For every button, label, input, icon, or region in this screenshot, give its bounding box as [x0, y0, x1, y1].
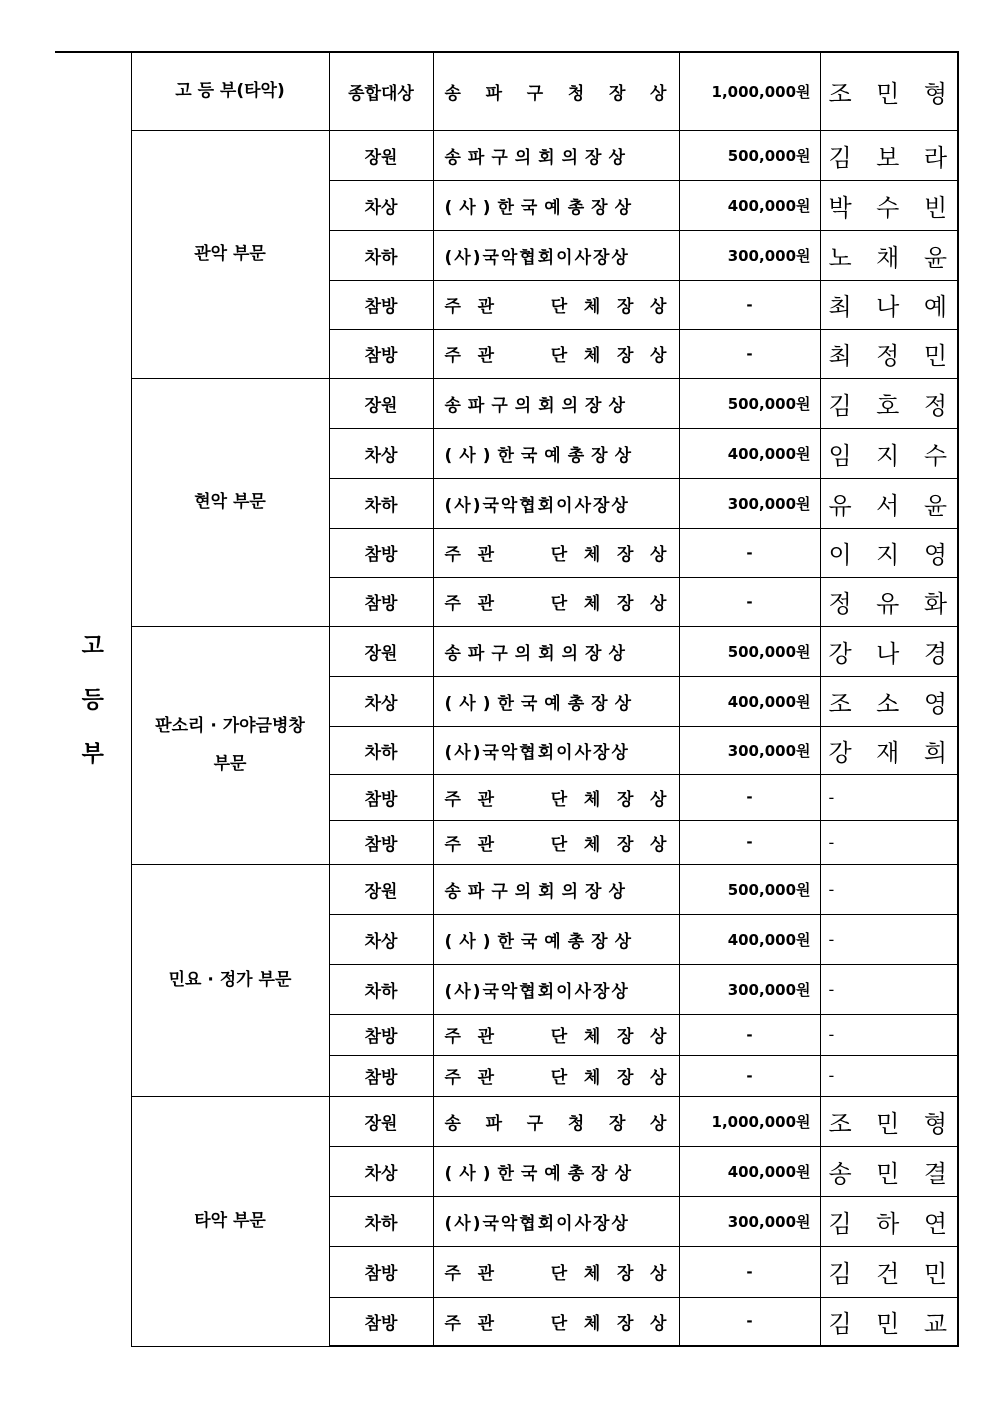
- prize-amount: 400,000원: [679, 914, 820, 964]
- prize-rank: 차하: [329, 230, 433, 280]
- prize-amount: 500,000원: [679, 378, 820, 428]
- award-name: (사)국악협회이사장상: [433, 230, 679, 280]
- winner-name: -: [820, 774, 958, 820]
- prize-rank: 참방: [329, 528, 433, 577]
- table-row: [55, 378, 958, 428]
- prize-amount: -: [679, 280, 820, 329]
- prize-amount: 300,000원: [679, 964, 820, 1014]
- winner-name: -: [820, 964, 958, 1014]
- award-name: 주 관 단 체 장 상: [433, 528, 679, 577]
- award-name: 송파구의회의장상: [433, 130, 679, 180]
- prize-amount: 400,000원: [679, 180, 820, 230]
- prize-amount: 400,000원: [679, 676, 820, 726]
- prize-rank: 참방: [329, 774, 433, 820]
- prize-amount: -: [679, 1297, 820, 1346]
- award-name: 주 관 단 체 장 상: [433, 1014, 679, 1055]
- category-cell: 판소리 · 가야금병창 부문: [131, 626, 329, 864]
- winner-name: -: [820, 1014, 958, 1055]
- winner-name: -: [820, 820, 958, 864]
- category-cell: 고 등 부(타악): [131, 52, 329, 130]
- prize-rank: 참방: [329, 820, 433, 864]
- award-name: (사)한국예총장상: [433, 428, 679, 478]
- award-name: 송 파 구 청 장 상: [433, 1096, 679, 1146]
- winner-name: 강 재 희: [820, 726, 958, 774]
- prize-rank: 차상: [329, 180, 433, 230]
- prize-amount: 500,000원: [679, 864, 820, 914]
- category-cell: 현악 부문: [131, 378, 329, 626]
- winner-name: 김 하 연: [820, 1196, 958, 1246]
- winner-name: 노 채 윤: [820, 230, 958, 280]
- prize-rank: 장원: [329, 378, 433, 428]
- winner-name: 최 나 예: [820, 280, 958, 329]
- prize-rank: 차하: [329, 726, 433, 774]
- prize-rank: 차하: [329, 478, 433, 528]
- prize-rank: 참방: [329, 1246, 433, 1297]
- award-name: 주 관 단 체 장 상: [433, 329, 679, 378]
- award-name: 송파구의회의장상: [433, 864, 679, 914]
- award-name: (사)한국예총장상: [433, 180, 679, 230]
- award-name: (사)국악협회이사장상: [433, 1196, 679, 1246]
- prize-amount: 400,000원: [679, 428, 820, 478]
- winner-name: 정 유 화: [820, 577, 958, 626]
- awards-table: [55, 51, 959, 1347]
- prize-rank: 참방: [329, 577, 433, 626]
- prize-amount: -: [679, 1246, 820, 1297]
- winner-name: 유 서 윤: [820, 478, 958, 528]
- winner-name: 이 지 영: [820, 528, 958, 577]
- award-name: 주 관 단 체 장 상: [433, 774, 679, 820]
- prize-amount: 500,000원: [679, 626, 820, 676]
- winner-name: 강 나 경: [820, 626, 958, 676]
- winner-name: 송 민 결: [820, 1146, 958, 1196]
- winner-name: 김 민 교: [820, 1297, 958, 1346]
- prize-rank: 장원: [329, 864, 433, 914]
- prize-rank: 장원: [329, 130, 433, 180]
- prize-amount: 500,000원: [679, 130, 820, 180]
- prize-amount: -: [679, 1055, 820, 1096]
- award-name: 주 관 단 체 장 상: [433, 1297, 679, 1346]
- winner-name: 박 수 빈: [820, 180, 958, 230]
- prize-amount: 300,000원: [679, 478, 820, 528]
- winner-name: 최 정 민: [820, 329, 958, 378]
- award-name: 주 관 단 체 장 상: [433, 1055, 679, 1096]
- table-row: [55, 864, 958, 914]
- prize-rank: 차상: [329, 428, 433, 478]
- category-cell: 민요 · 정가 부문: [131, 864, 329, 1096]
- award-name: (사)한국예총장상: [433, 1146, 679, 1196]
- winner-name: -: [820, 914, 958, 964]
- prize-rank: 장원: [329, 626, 433, 676]
- prize-rank: 차상: [329, 914, 433, 964]
- winner-name: 김 호 정: [820, 378, 958, 428]
- prize-rank: 차하: [329, 1196, 433, 1246]
- prize-amount: -: [679, 329, 820, 378]
- award-name: (사)한국예총장상: [433, 676, 679, 726]
- prize-rank: 참방: [329, 280, 433, 329]
- prize-amount: -: [679, 528, 820, 577]
- award-name: (사)한국예총장상: [433, 914, 679, 964]
- prize-rank: 참방: [329, 329, 433, 378]
- table-row: [55, 626, 958, 676]
- table-row: [55, 52, 958, 130]
- award-name: 송파구의회의장상: [433, 626, 679, 676]
- award-name: 주 관 단 체 장 상: [433, 820, 679, 864]
- prize-amount: 300,000원: [679, 1196, 820, 1246]
- prize-amount: 1,000,000원: [679, 52, 820, 130]
- winner-name: 조 민 형: [820, 52, 958, 130]
- winner-name: 조 소 영: [820, 676, 958, 726]
- winner-name: 조 민 형: [820, 1096, 958, 1146]
- prize-rank: 장원: [329, 1096, 433, 1146]
- prize-amount: 1,000,000원: [679, 1096, 820, 1146]
- award-name: (사)국악협회이사장상: [433, 478, 679, 528]
- prize-rank: 참방: [329, 1014, 433, 1055]
- prize-amount: -: [679, 774, 820, 820]
- prize-rank: 참방: [329, 1055, 433, 1096]
- prize-amount: 300,000원: [679, 230, 820, 280]
- category-cell: 관악 부문: [131, 130, 329, 378]
- prize-rank: 차상: [329, 676, 433, 726]
- prize-amount: -: [679, 1014, 820, 1055]
- winner-name: 임 지 수: [820, 428, 958, 478]
- prize-rank: 종합대상: [329, 52, 433, 130]
- prize-amount: 300,000원: [679, 726, 820, 774]
- award-name: 송 파 구 청 장 상: [433, 52, 679, 130]
- award-name: (사)국악협회이사장상: [433, 964, 679, 1014]
- winner-name: -: [820, 864, 958, 914]
- prize-rank: 차상: [329, 1146, 433, 1196]
- prize-amount: 400,000원: [679, 1146, 820, 1196]
- table-row: [55, 1096, 958, 1146]
- category-cell: 타악 부문: [131, 1096, 329, 1346]
- award-name: (사)국악협회이사장상: [433, 726, 679, 774]
- table-row: [55, 130, 958, 180]
- award-name: 주 관 단 체 장 상: [433, 280, 679, 329]
- award-name: 송파구의회의장상: [433, 378, 679, 428]
- prize-rank: 참방: [329, 1297, 433, 1346]
- winner-name: -: [820, 1055, 958, 1096]
- prize-amount: -: [679, 820, 820, 864]
- prize-amount: -: [679, 577, 820, 626]
- section-label: 고 등 부: [55, 52, 131, 1346]
- award-name: 주 관 단 체 장 상: [433, 577, 679, 626]
- prize-rank: 차하: [329, 964, 433, 1014]
- winner-name: 김 보 라: [820, 130, 958, 180]
- award-name: 주 관 단 체 장 상: [433, 1246, 679, 1297]
- winner-name: 김 건 민: [820, 1246, 958, 1297]
